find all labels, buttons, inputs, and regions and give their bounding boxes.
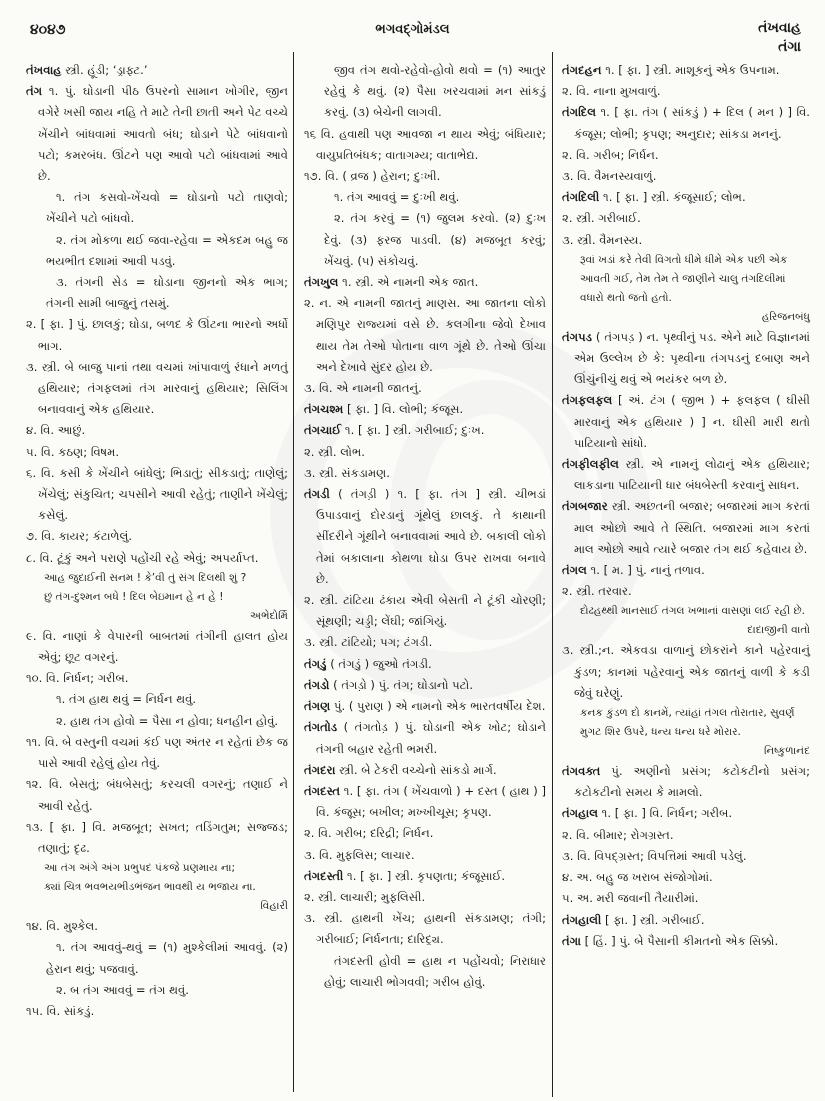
idiom-subentry: ૨. હાથ તંગ હોવો = પૈસા ન હોવા; ધનહીન હોવું. <box>56 713 279 728</box>
dictionary-entry <box>304 696 546 717</box>
dictionary-entry <box>562 60 810 81</box>
dictionary-entry <box>304 654 546 675</box>
headword: તંગતોડ <box>304 720 338 735</box>
headword: તંગહાલ <box>562 806 598 821</box>
sense-definition: ૮. વિ. ટૂંકું અને પરાણે પહોંચી રહે એવું; અપર્યાપ્ત. <box>26 550 259 565</box>
headword: તંગદસ્તી <box>304 868 344 883</box>
headword: તંગડી <box>304 487 330 502</box>
headword: તંગદહન <box>562 63 602 77</box>
idiom-subentry: ૧. તંગ હાથ થવું = નિર્ધન થવું. <box>56 692 197 707</box>
sense-definition: ૧૭. વિ. ( વ્રજ ) હેરાન; દુઃખી. <box>304 169 441 184</box>
definition-text: સ્ત્રી. એ નામનું લોઢાનું એક હથિયાર; લાકડાના પાટિયાની ધાર બંધબેસ્તી કરવાનું સાધન. <box>574 457 810 493</box>
definition-text: ૧. [ ફા. ] સ્ત્રી. માશૂકનું એક ઉપનામ. <box>601 63 780 77</box>
definition-text: ૧. સ્ત્રી. એ નામની એક જાત. <box>338 275 479 290</box>
idiom-subentry: ૨. બ તંગ આવવું = તંગ થવું. <box>56 982 189 997</box>
dictionary-entry <box>562 761 810 803</box>
dictionary-entry <box>562 390 810 454</box>
sense-definition: ૨. સ્ત્રી. ગરીબાઈ. <box>562 211 641 226</box>
headword: તંગડું <box>304 656 327 671</box>
definition-text: ૧. [ ફા. ] સ્ત્રી. કૃપણતા; કંજૂસાઈ. <box>343 868 506 883</box>
sense-definition: ૨. સ્ત્રી. લાચારી; મુફલિસી. <box>304 889 426 904</box>
sense-definition: ૨. વિ. બીમાર; રોગગ્રસ્ત. <box>562 827 674 842</box>
quotation: છું તંગ-દુશ્મન બધે ! દિલ બેઇમાન હે ન હે ! <box>44 590 224 603</box>
dictionary-entry <box>304 272 546 293</box>
quotation-attribution: નિષ્કુળાનંદ <box>763 745 810 758</box>
quotation-attribution: વિહારી <box>260 900 288 913</box>
sense-definition: ૩. સ્ત્રી. સંકડામણ. <box>304 465 390 480</box>
sense-definition: ૫. અ. મરી જવાની તૈયારીમાં. <box>562 891 699 906</box>
headword: તંગદિલી <box>562 190 600 205</box>
headword: તંગચાઈ <box>304 423 342 438</box>
dictionary-entry <box>562 931 810 952</box>
sense-definition: ૬. વિ. કસી કે ખેંચીને બાંધેલું; ભિડાતું; સીકડાતું; તાણેલું; ખેંચેલું; સંકુચિત; ચપસીને આવી રહેતું; તાણીને ખેંચેલું; કસેલું. <box>26 465 288 523</box>
sense-definition: ૫. વિ. કઠણ; વિષમ. <box>26 444 120 459</box>
idiom-subentry: ૨. તંગ મોકળા થઈ જવા-રહેવા = એકદમ બહુ જ ભયભીત દશામાં આવી પડવું. <box>46 232 288 268</box>
definition-text: [ ફા. ] વિ. લોભી; કંજૂસ. <box>343 402 464 417</box>
quotation-attribution: દાદાજીની વાતો <box>747 624 810 637</box>
definition-text: ( તંગડ઼ો ) પું. તંગ; ઘોડાનો પટો. <box>329 677 474 692</box>
headword: તંખવાહ <box>26 63 62 77</box>
definition-text: ૧. [ ફા. ] વિ. નિર્ધન; ગરીબ. <box>598 806 733 821</box>
definition-text: સ્ત્રી. અછતની બજાર; બજારમાં માગ કરતાં માલ ઓછો આવે તે સ્થિતિ. બજારમાં માગ કરતાં માલ ઓછો આવે ત્યારે બજાર તંગ થઈ કહેવાય છે. <box>574 499 810 556</box>
guide-word-last: તંગા <box>778 39 801 55</box>
headword: તંગચશ્મ <box>304 402 344 417</box>
idiom-subentry: જીવ તંગ થવો-રહેવો-હોવો થવો = (૧) આતુર રહેવું કે થવું. (૨) પૈસા ખરચવામાં મન સાંકડું કરવું. (૩) બેચેની લાગવી. <box>324 63 546 120</box>
definition-text: [ ફા. ] સ્ત્રી. ગરીબાઈ. <box>601 912 705 927</box>
idiom-subentry: ૧. તંગ કસવો-ખેંચવો = ઘોડાનો પટો તાણવો; ખેંચીને પટો બાંધવો. <box>46 190 288 226</box>
sense-definition: ૨. વિ. ગરીબ; દરિદ્રી; નિર્ધન. <box>304 826 434 841</box>
dictionary-entry <box>562 496 810 560</box>
definition-text: સ્ત્રી. હૂંડી; ‘ડ્રાફ્ટ.’ <box>61 63 148 77</box>
headword: તંગા <box>562 933 581 948</box>
dictionary-entry <box>562 327 810 391</box>
sense-definition: ૧૧. વિ. બે વસ્તુની વચમાં કંઈ પણ અંતર ન રહેતાં છેક જ પાસે આવી રહેલું હોય તેવું. <box>26 734 288 771</box>
sense-definition: ૧૩. [ ફા. ] વિ. મજબૂત; સખત; તડિંગતુમ; સજ્જડ; તણાતું; દૃઢ. <box>26 819 288 855</box>
right-column <box>562 60 810 952</box>
headword: તંગણ <box>304 699 331 714</box>
dictionary-entry <box>304 675 546 696</box>
sense-definition: ૨. વિ. ગરીબ; નિર્ધન. <box>562 147 659 162</box>
headword: તંગફલફલ <box>562 393 613 408</box>
definition-text: ( તંગડ઼ું ) જુઓ તંગડી. <box>326 656 432 671</box>
headword: તંગબજાર <box>562 499 608 514</box>
headword: તંગપડ <box>562 329 593 344</box>
sense-definition: ૩. વિ. મુફલિસ; લાચાર. <box>304 847 415 862</box>
headword: તંગવક્ત <box>562 764 601 779</box>
sense-definition: ૩. વિ. વિપદ્ગ્રસ્ત; વિપત્તિમાં આવી પડેલું. <box>562 848 747 863</box>
dictionary-entry <box>562 102 810 144</box>
sense-definition: ૩. સ્ત્રી. બે બાજુ પાનાં તથા વચમાં ખાંપાવાળું રંધાને મળતું હથિયાર; તંગફલમાં તંગ મારવાનું હથિયાર; સિલિંગ બનાવવાનું એક હથિયાર. <box>26 359 288 417</box>
sense-definition: ૩. સ્ત્રી. હાથની ખેંચ; હાથની સંકડામણ; તંગી; ગરીબાઈ; નિર્ધનતા; દારિદ્ર્ય. <box>304 911 546 947</box>
running-title: ભગવદ્ગોમંડલ <box>375 22 450 37</box>
sense-definition: ૯. વિ. નાણાં કે વેપારની બાબતમાં તંગીની હાલત હોય એવું; છૂટ વગરનું. <box>26 628 288 665</box>
dictionary-entry <box>26 60 288 81</box>
definition-text: ૧. [ મ. ] પું. નાનું તળાવ. <box>586 563 705 578</box>
headword: તંગદિલ <box>562 105 597 120</box>
definition-text: ૧. [ ફા. ] સ્ત્રી. ગરીબાઈ; દુઃખ. <box>341 423 485 438</box>
dictionary-entry <box>562 454 810 496</box>
column-divider <box>293 52 294 1092</box>
dictionary-entry <box>562 187 810 208</box>
sense-definition: ૩. સ્ત્રી. વૈમનસ્ય. <box>562 232 643 247</box>
quotation: કનક કુંડળ દો કાનમેં, ત્યાંહાં તંગલ તોરાતાર, સુવર્ણ મુગટ શિર ઉપરે, ધન્ય ધન્ય ધરે મોરાર. <box>580 707 795 739</box>
dictionary-entry <box>304 781 546 823</box>
definition-text: ૧. [ ફા. તંગ ( સાંકડું ) + દિલ ( મન ) ] વિ. કંજૂસ; લોભી; કૃપણ; અનુદાર; સાંકડા મનનું. <box>574 105 810 141</box>
definition-text: ( તંગતોડ઼ ) પું. ઘોડાની એક ખોટ; ઘોડાને તંગની બહાર રહેતી ભમરી. <box>316 720 546 756</box>
sense-definition: ૧૬ વિ. હવાથી પણ આવજા ન થાય એવું; બંધિયાર; વાયુપ્રતિબંધક; વાતાગમ્ય; વાતાભેદ્ય. <box>304 126 546 162</box>
definition-text: ( તંગડ઼ી ) ૧. [ ફા. તંગ ] સ્ત્રી. ચીભડાં ઉપાડવાનું દોરડાનું ગૂંથેલું છાલકું. તે કાથાની સીંદરીને ગૂંથીને બનાવવામાં આવે છે. બકાલી લોકો તેમાં બકાલાના કોથળા ઘોડા ઉપર રાખવા બનાવે છે. <box>316 487 546 586</box>
quotation-attribution: હરિજનબંધુ <box>761 310 810 323</box>
headword: તંગલ <box>562 563 587 578</box>
quotation: આહ જુદાઈની સનમ ! કે’વી તું સંગ દિલથી શું ? <box>44 571 247 584</box>
dictionary-entry <box>304 717 546 759</box>
quotation-attribution: અભેદોર્મિ <box>249 609 288 622</box>
sense-definition: ૪. વિ. આછું. <box>26 423 86 438</box>
sense-definition: ૧૦. વિ. નિર્ધન; ગરીબ. <box>26 671 129 686</box>
sense-definition: ૪. અ. બહુ જ ખરાબ સંજોગોમાં. <box>562 870 713 885</box>
definition-text: સ્ત્રી. બે ટેકરી વચ્ચેનો સાંકડો માર્ગ. <box>335 762 497 777</box>
middle-column <box>304 60 546 993</box>
sense-definition: ૭. વિ. કાયર; કંટાળેલું. <box>26 529 133 544</box>
idiom-subentry: ૧. તંગ આવવું-થવું = (૧) મુશ્કેલીમાં આવવું. (૨) હેરાન થવું; પજવાવું. <box>46 940 288 976</box>
sense-definition: ૨. સ્ત્રી. ટાંટિયા ઢંકાય એવી બેસતી ને ટૂંકી ચોરણી; સૂંથણી; ચડ્ડી; લેંઘી; જાંગિયું. <box>304 593 546 629</box>
dictionary-entry <box>562 803 810 824</box>
dictionary-entry <box>304 760 546 781</box>
sense-definition: ૨. ન. એ નામની જાતનું માણસ. આ જાતના લોકો મણિપુર રાજ્યમાં વસે છે. કલગીના જેવો દેખાવ થાય તેમ તેઓ પોતાના વાળ ગૂંથે છે. તેઓ ઊંચા અને દેખાવે સુંદર હોય છે. <box>304 296 546 374</box>
page-number: ૪૦૪૭ <box>30 22 66 38</box>
column-divider <box>552 52 553 1097</box>
idiom-subentry: ૧. તંગ આવવું = દુઃખી થવું. <box>334 190 460 205</box>
definition-text: [ હિં. ] પું. બે પૈસાની કીમતનો એક સિક્કો. <box>581 933 779 948</box>
sense-definition: ૩. સ્ત્રી.;ન. એકવડા વાળાનું છોકરાંને કાને પહેરવાનું કુંડળ; કાનમાં પહેરવાનું એક જાતનું વાળી કે કડી જેવું ઘરેણું. <box>562 643 810 700</box>
idiom-subentry: ૩. તંગની સેડ = ઘોડાના જીનનો એક ભાગ; તંગની સામી બાજુનું તસમું. <box>46 275 288 311</box>
idiom-subentry: તંગદસ્તી હોવી = હાથ ન પહોંચવો; નિરાધાર હોવું; લાચારી ભોગવવી; ગરીબ હોવું. <box>324 953 546 989</box>
dictionary-entry <box>304 866 546 887</box>
definition-text: ( તંગપડ઼ ) ન. પૃથ્વીનું પડ. એને માટે વિજ્ઞાનમાં એમ ઉલ્લેખ છે કે: પૃથ્વીના તંગપડનું દબાણ અને ઊંચુંનીચું થવું એ ભયંકર બળ છે. <box>574 329 810 387</box>
left-column <box>26 60 288 1022</box>
sense-definition: ૩. સ્ત્રી. ટાંટિયો; પગ; ટંગડી. <box>304 635 433 650</box>
sense-definition: ૨. વિ. નાના મુખવાળું. <box>562 84 661 99</box>
dictionary-entry <box>562 910 810 931</box>
sense-definition: ૧૨. વિ. બેસતું; બંધબેસતું; કરચલી વગરનું; તણાઈ ને આવી રહેતું. <box>26 777 288 813</box>
dictionary-entry <box>304 420 546 441</box>
dictionary-entry <box>26 81 288 187</box>
definition-text: પું. અણીનો પ્રસંગ; કટોકટીનો પ્રસંગ; કટોકટીનો સમય કે મામલો. <box>574 764 810 800</box>
idiom-subentry: ૨. તંગ કરવું = (૧) જુલમ કરવો. (૨) દુઃખ દેવું. (૩) ફરજ પાડવી. (૪) મજબૂત કરવું; ખેંચવું. (૫) સંકોચવું. <box>324 211 546 268</box>
definition-text: ૧. [ ફા. ] સ્ત્રી. કંજૂસાઈ; લોભ. <box>599 190 746 205</box>
quotation: રૂવાં ખડાં કરે તેવી વિગતો ધીમે ધીમે એક પછી એક આવતી ગઈ, તેમ તેમ તે જાણીને ચાલુ તંગદિલીમાં વધારો થતો જતો હતો. <box>580 253 788 304</box>
sense-definition: ૩. વિ. એ નામની જાતનું. <box>304 381 422 396</box>
sense-definition: ૩. વિ. વૈમનસ્યવાળું. <box>562 169 657 184</box>
guide-word-first: તંખવાહ <box>758 20 801 36</box>
headword: તંગ <box>26 84 43 99</box>
page-header <box>0 0 825 55</box>
headword: તંગહાલી <box>562 912 602 927</box>
dictionary-entry <box>562 560 810 581</box>
sense-definition: ૨. સ્ત્રી. લોભ. <box>304 444 365 459</box>
quotation: ક્યાં ચિત્ર ભવભયભીડભંજન ભાવથી ય ભજાય ના. <box>44 881 256 894</box>
dictionary-entry <box>304 484 546 590</box>
definition-text: પું. ( પુરાણ ) એ નામનો એક ભારતવર્ષીય દેશ. <box>330 699 546 714</box>
headword: તંગદરા <box>304 762 336 777</box>
sense-definition: ૨. [ ફા. ] પું. છાલકું; ઘોડા, બળદ કે ઊંટના ભારનો અર્ધો ભાગ. <box>26 317 288 353</box>
sense-definition: ૧૫. વિ. સાંકડું. <box>26 1003 95 1018</box>
definition-text: ૧. [ ફા. તંગ ( ખેંચવાળો ) + દસ્ત ( હાથ ) ] વિ. કંજૂસ; બખીલ; મખ્ખીચૂસ; કૃપણ. <box>316 783 546 820</box>
sense-definition: ૧૪. વિ. મુશ્કેલ. <box>26 919 98 934</box>
headword: તંગડો <box>304 677 330 692</box>
definition-text: ૧. પું. ઘોડાની પીઠ ઉપરનો સામાન ખોગીર, જીન વગેરે ખસી જાય નહિ તે માટે તેની છાતી અને પેટ વચ્ચે ખેંચીને બાંધવામાં આવતો બંધ; ઘોડાને પેટે બાંધવાનો પટો; કમરબંધ. ઊંટને પણ આવો પટો બાંધવામાં આવે છે. <box>38 84 288 184</box>
headword: તંગફીલફીલ <box>562 457 619 472</box>
quotation: દોઢહથ્થી માનસાઈ તંગલ ખભાનાં વાસણાં લઈ રહી છે. <box>580 605 806 618</box>
quotation: આ તંગ અંગે અંગ પ્રભુપદ પંકજે પ્રણમાય ના; <box>44 862 236 875</box>
definition-text: [ અં. ટંગ ( જીભ ) + ફલફલ ( ઘીસી મારવાનું એક હથિયાર ) ] ન. ઘીસી મારી થતો પાટિયાનો સાંધો. <box>574 393 810 450</box>
headword: તંગખુલ <box>304 275 339 290</box>
dictionary-entry <box>304 399 546 420</box>
sense-definition: ૨. સ્ત્રી. તરવાર. <box>562 584 632 599</box>
headword: તંગદસ્ત <box>304 783 341 798</box>
